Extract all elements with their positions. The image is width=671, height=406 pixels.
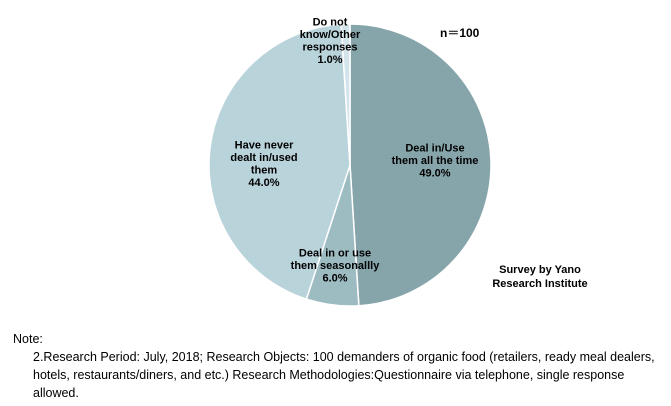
slice-name-line: them seasonallly — [290, 260, 380, 272]
note — [13, 330, 663, 402]
slice-value-label: 44.0% — [248, 176, 280, 189]
slice-name-line: Deal in/Use — [405, 142, 465, 155]
source-line: Survey by Yano — [499, 264, 581, 276]
note-body: 2.Research Period: July, 2018; Research Objects: 100 demanders of organic food (retailers, ready meal dealers, hotels, restaurants/diners, and etc.) Research Methodologies:Questionnaire via telephone, single response allowed. — [33, 350, 655, 400]
slice-value-label: 49.0% — [419, 167, 451, 180]
slice-value-label: 6.0% — [322, 272, 348, 285]
sample-size-label: n＝100 — [440, 26, 480, 40]
slice-name-line: know/Other — [299, 28, 361, 41]
slice-name-line: responses — [302, 41, 358, 54]
slice-name-line: dealt in/used — [230, 151, 298, 164]
slice-name-line: them — [250, 164, 278, 177]
slice-name-line: them all the time — [391, 155, 479, 167]
slice-value-label: 1.0% — [317, 53, 343, 66]
slice-name-line: Deal in or use — [298, 247, 372, 260]
note-title: Note: — [13, 332, 43, 346]
source-line: Research Institute — [492, 278, 588, 290]
slice-name-line: Have never — [234, 139, 294, 152]
source-credit — [480, 263, 600, 291]
slice-name-line: Do not — [312, 16, 348, 29]
